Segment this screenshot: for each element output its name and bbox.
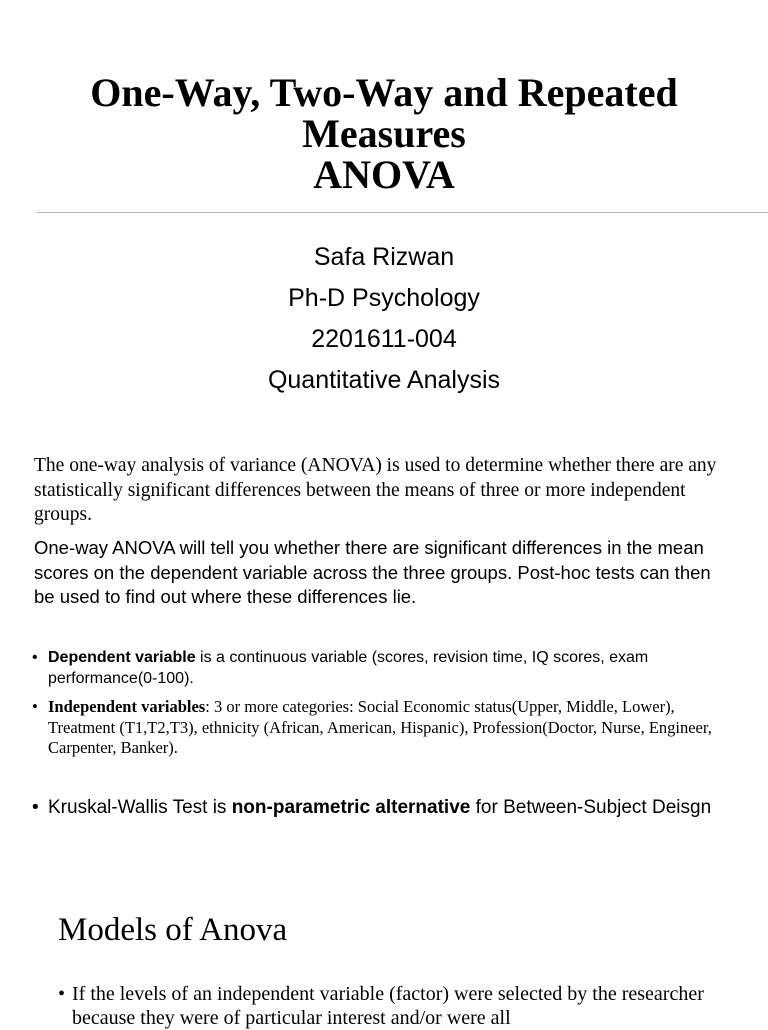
slide-title bbox=[30, 72, 738, 195]
bullet-icon: • bbox=[32, 797, 39, 818]
author-name: Safa Rizwan bbox=[313, 243, 455, 271]
title-line-3: ANOVA bbox=[313, 152, 455, 197]
title-line-2: Measures bbox=[302, 111, 466, 156]
author-course: Quantitative Analysis bbox=[267, 366, 501, 394]
list-item-kruskal-wallis bbox=[32, 796, 732, 821]
bullet-icon: • bbox=[32, 697, 38, 716]
dependent-variable-label: Dependent variable bbox=[48, 649, 196, 666]
models-bullet-text: If the levels of an independent variable (factor) were selected by the researcher because they were of particular interest and/or were all bbox=[72, 983, 704, 1029]
kruskal-wallis-text-post: for Between-Subject Deisgn bbox=[470, 797, 712, 818]
kruskal-wallis-text-pre: Kruskal-Wallis Test is bbox=[48, 797, 232, 818]
list-item-models-1 bbox=[58, 982, 748, 1030]
title-line-1: One-Way, Two-Way and Repeated bbox=[90, 70, 678, 115]
title-divider bbox=[36, 212, 768, 213]
intro-paragraph-2: One-way ANOVA will tell you whether there are significant differences in the mean scores on the dependent variable across the three groups. Post-hoc tests can then be used to find out where these differences lie. bbox=[34, 537, 711, 607]
dependent-variable-text: is a continuous variable (scores, revision time, IQ scores, exam performance(0-100). bbox=[48, 649, 649, 687]
section-heading-models: Models of Anova bbox=[58, 912, 288, 948]
author-block bbox=[0, 237, 768, 401]
independent-variables-text: : 3 or more categories: Social Economic status(Upper, Middle, Lower), Treatment (T1,T2,T3), ethnicity (African, American, Hispanic), Profession(Doctor, Nurse, Engineer, Carpenter, Banker). bbox=[48, 697, 712, 757]
bullet-icon: • bbox=[32, 649, 38, 666]
intro-paragraph-1: The one-way analysis of variance (ANOVA) is used to determine whether there are any statistically significant differences between the means of three or more independent groups. bbox=[34, 455, 717, 525]
bullet-icon: • bbox=[58, 983, 66, 1005]
author-degree: Ph-D Psychology bbox=[288, 284, 480, 312]
list-item-dependent-variable bbox=[32, 648, 732, 689]
author-id: 2201611-004 bbox=[311, 325, 457, 353]
independent-variables-label: Independent variables bbox=[48, 697, 206, 716]
kruskal-wallis-emphasis: non-parametric alternative bbox=[231, 797, 471, 818]
list-item-independent-variables bbox=[32, 697, 732, 759]
